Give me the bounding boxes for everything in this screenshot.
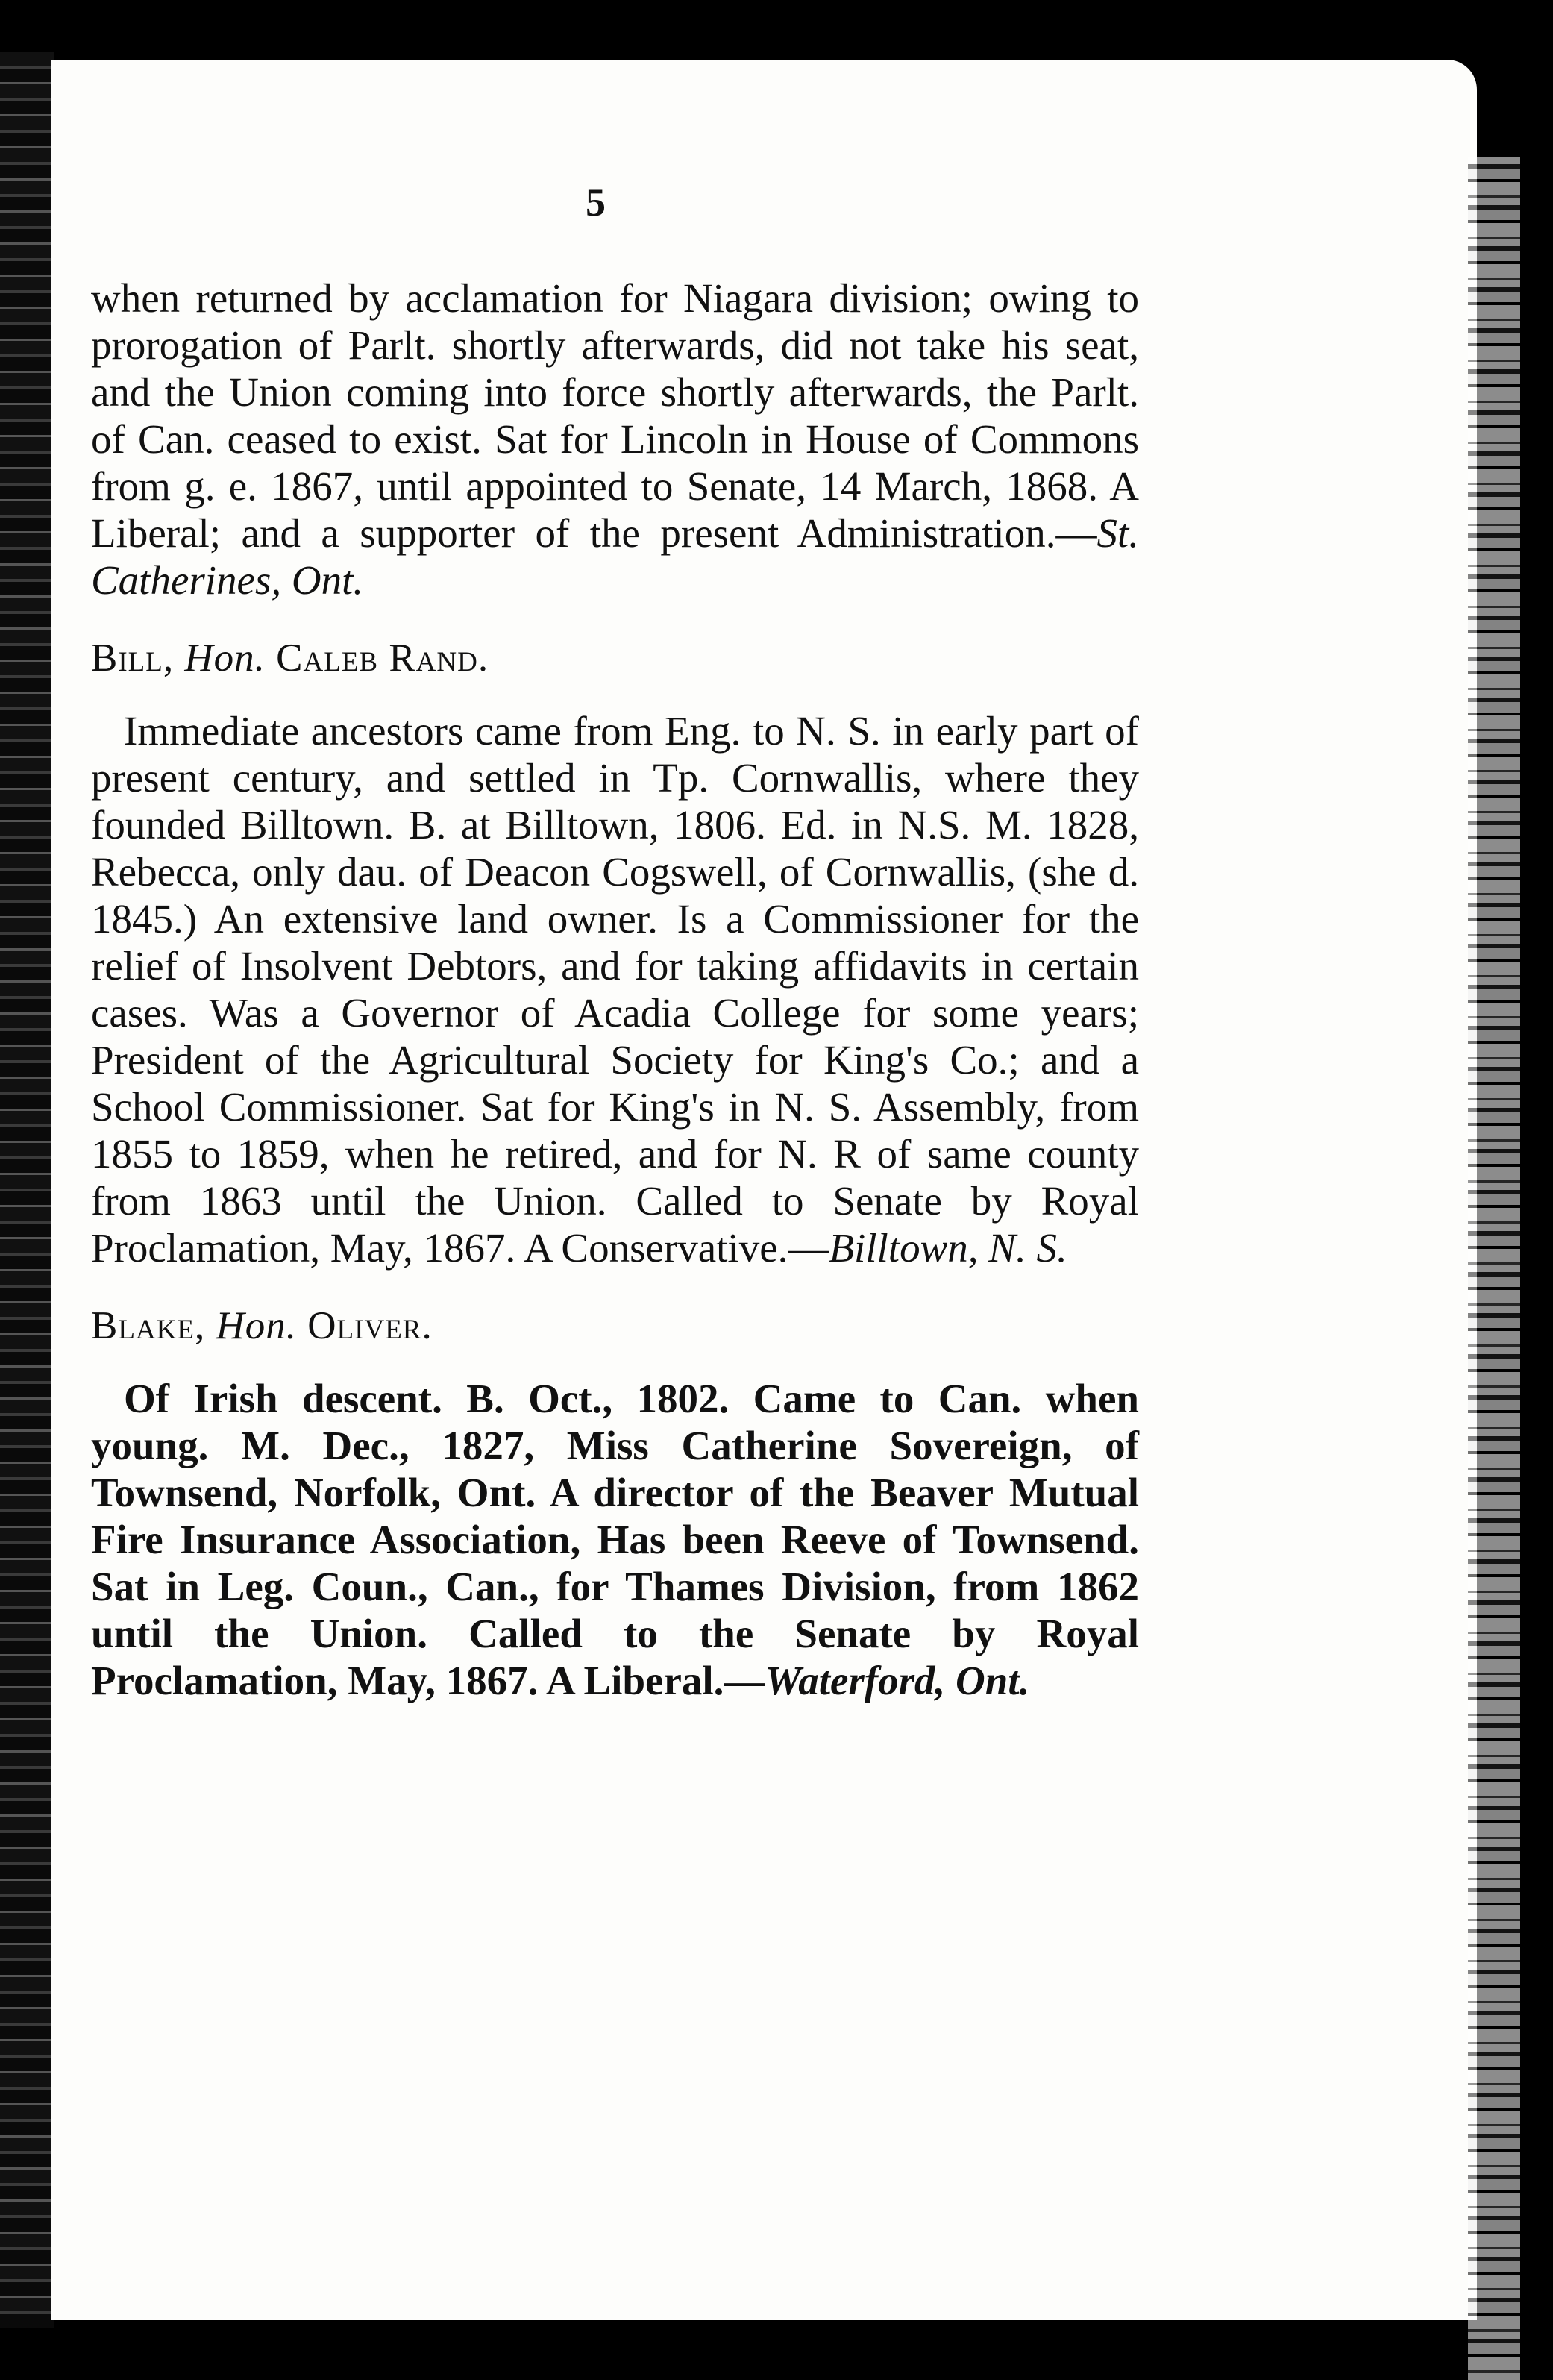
- page-stack-edge: [1468, 157, 1520, 2380]
- entry-honorific: Hon.: [184, 636, 266, 680]
- entry-body: [91, 1375, 1139, 1704]
- entry-honorific: Hon.: [216, 1304, 298, 1347]
- page-binding-edge: [0, 52, 54, 2328]
- entry-surname: Bill,: [91, 636, 175, 680]
- entry-text: when returned by acclamation for Niagara division; owing to prorogation of Parlt. shortly afterwards, did not take his seat, and the Union coming into force shortly afterwards, the Parlt. of Can. ceased to exist. Sat for Lincoln in House of Commons from g. e. 1867, until appointed to Senate, 14 March, 1868. A Liberal; and a supporter of the present Administration.—: [91, 275, 1139, 556]
- entry-text: Immediate ancestors came from Eng. to N. S. in early part of present century, and settled in Tp. Cornwallis, where they founded Billtown. B. at Billtown, 1806. Ed. in N.S. M. 1828, Rebecca, only dau. of Deacon Cogswell, of Cornwallis, (she d. 1845.) An extensive land owner. Is a Commissioner for the relief of Insolvent Debtors, and for taking affidavits in certain cases. Was a Governor of Acadia College for some years; President of the Agricultural Society for King's Co.; and a School Commissioner. Sat for King's in N. S. Assembly, from 1855 to 1859, when he retired, and for N. R of same county from 1863 until the Union. Called to Senate by Royal Proclamation, May, 1867. A Conservative.—: [91, 708, 1139, 1271]
- entry-text: Of Irish descent. B. Oct., 1802. Came to Can. when young. M. Dec., 1827, Miss Catherine Sovereign, of Townsend, Norfolk, Ont. A director of the Beaver Mutual Fire Insurance Association, Has been Reeve of Townsend. Sat in Leg. Coun., Can., for Thames Division, from 1862 until the Union. Called to the Senate by Royal Proclamation, May, 1867. A Liberal.—: [91, 1376, 1139, 1703]
- page-number: 5: [586, 180, 606, 225]
- entry-given-names: Caleb Rand.: [276, 636, 489, 680]
- text-column: [91, 275, 1139, 1704]
- entry-heading: [91, 635, 1139, 682]
- entry-given-names: Oliver.: [307, 1304, 433, 1347]
- entry-residence: Billtown, N. S.: [829, 1225, 1067, 1271]
- entry-residence: Waterford, Ont.: [765, 1658, 1030, 1703]
- entry-continuation: [91, 275, 1139, 604]
- entry-surname: Blake,: [91, 1304, 206, 1347]
- entry-body: [91, 707, 1139, 1271]
- entry-heading: [91, 1303, 1139, 1350]
- entry-residence: St. Catherines, Ont.: [91, 510, 1139, 603]
